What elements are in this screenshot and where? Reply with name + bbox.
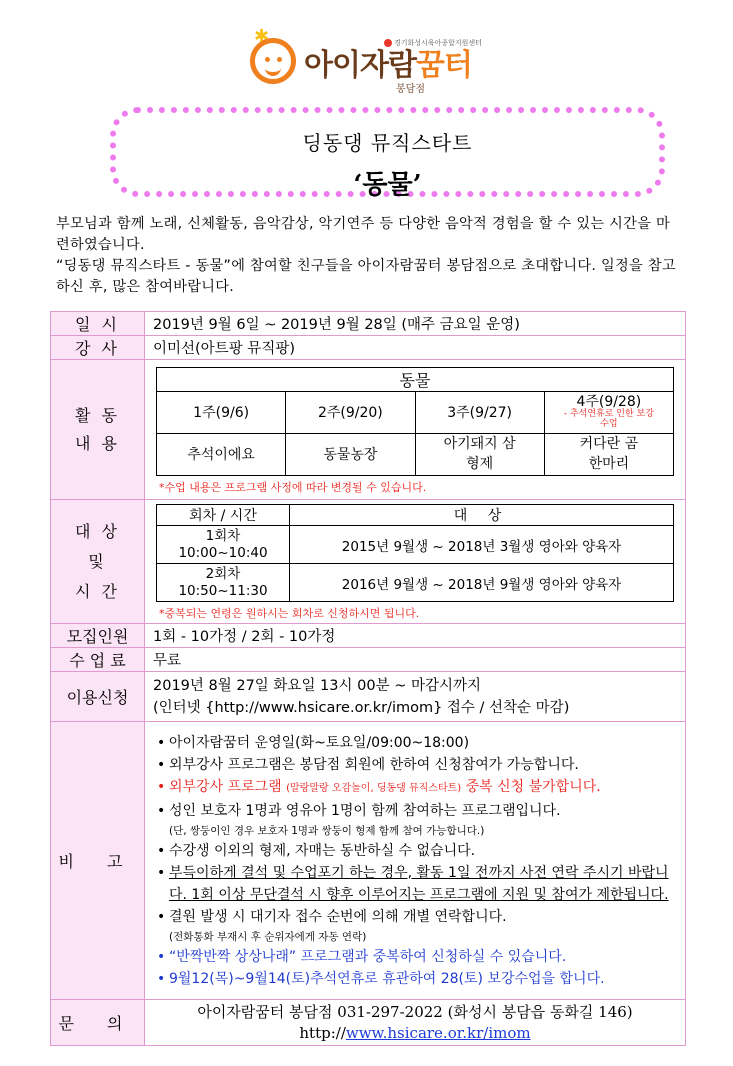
smiley-face-icon xyxy=(250,38,296,84)
content-2: 동물농장 xyxy=(286,433,415,475)
remark-sub: (전화통화 부재시 후 순위자에게 자동 연락) xyxy=(169,930,367,943)
target-row xyxy=(157,564,674,602)
remark-item: • 결원 발생 시 대기자 접수 순번에 의해 개별 연락합니다. xyxy=(151,906,677,928)
remarks-label: 비 고 xyxy=(51,722,145,1000)
contact-label: 문 의 xyxy=(51,1000,145,1046)
apply-method: (인터넷 {http://www.hsicare.or.kr/imom} 접수 / 선착순 마감) xyxy=(153,699,570,716)
target-label-line2: 및 xyxy=(88,551,107,571)
row-schedule xyxy=(51,312,686,336)
remark-item: • 성인 보호자 1명과 영유아 1명이 함께 참여하는 프로그램입니다. xyxy=(151,800,677,822)
session-2-time: 10:50~11:30 xyxy=(178,582,268,599)
target-note: *중복되는 연령은 원하시는 회차로 신청하시면 됩니다. xyxy=(159,607,420,620)
content-4: 커다란 곰 한마리 xyxy=(544,433,673,475)
row-fee xyxy=(51,648,686,672)
contact-url xyxy=(145,1023,685,1044)
remark-item: • “반짝반짝 상상나래” 프로그램과 중복하여 신청하실 수 있습니다. xyxy=(151,946,677,968)
apply-value xyxy=(145,672,686,722)
session-2-name: 2회차 xyxy=(205,565,241,582)
apply-period: 2019년 8월 27일 화요일 13시 00분 ~ 마감시까지 xyxy=(153,677,481,694)
target-label xyxy=(51,500,145,624)
intro-text xyxy=(56,214,678,298)
activity-label-line1: 활 동 xyxy=(75,405,120,425)
activity-label-line2: 내 용 xyxy=(75,433,120,453)
remark-3a: 외부강사 프로그램 xyxy=(169,778,282,795)
remark-3c: 중복 신청 불가합니다. xyxy=(465,778,601,795)
capacity-value: 1회 - 10가정 / 2회 - 10가정 xyxy=(145,624,686,648)
row-activity xyxy=(51,360,686,500)
remark-item: • 수강생 이외의 형제, 자매는 동반하실 수 없습니다. xyxy=(151,840,677,862)
target-cell xyxy=(145,500,686,624)
url-prefix: http:// xyxy=(299,1023,346,1042)
week-4-cell xyxy=(544,391,673,433)
content-3: 아기돼지 삼형제 xyxy=(415,433,544,475)
remark-item: • 아이자람꿈터 운영일(화~토요일/09:00~18:00) xyxy=(151,732,677,754)
instructor-label: 강 사 xyxy=(51,336,145,360)
remark-item: • 외부강사 프로그램은 봉담점 회원에 한하여 신청참여가 가능합니다. xyxy=(151,754,677,776)
row-capacity xyxy=(51,624,686,648)
logo-branch: 봉담점 xyxy=(396,84,425,95)
fee-label: 수 업 료 xyxy=(51,648,145,672)
activity-table xyxy=(156,367,674,476)
row-target xyxy=(51,500,686,624)
week-2: 2주(9/20) xyxy=(286,391,415,433)
website-link[interactable]: www.hsicare.or.kr/imom xyxy=(345,1023,531,1042)
remark-item xyxy=(151,776,677,800)
program-title: 딩동댕 뮤직스타트 xyxy=(302,131,473,155)
capacity-label: 모집인원 xyxy=(51,624,145,648)
logo xyxy=(250,26,490,102)
intro-paragraph-2: “딩동댕 뮤직스타트 - 동물”에 참여할 친구들을 아이자람꿈터 봉담점으로 초대합니다. 일정을 참고하신 후, 많은 참여바랍니다. xyxy=(56,258,676,295)
logo-center-name: 경기화성시육아종합지원센터 xyxy=(384,38,482,48)
fee-value: 무료 xyxy=(145,648,686,672)
star-icon: ✱ xyxy=(254,26,270,47)
schedule-label: 일 시 xyxy=(51,312,145,336)
activity-header: 동물 xyxy=(157,367,674,391)
target-label-line1: 대 상 xyxy=(75,521,120,541)
info-table xyxy=(50,311,686,1046)
row-apply xyxy=(51,672,686,722)
logo-name: 아이자람꿈터 xyxy=(304,48,472,83)
intro-paragraph-1: 부모님과 함께 노래, 신체활동, 음악감상, 악기연주 등 다양한 음악적 경험을 할 수 있는 시간을 마련하였습니다. xyxy=(56,216,670,253)
row-contact xyxy=(51,1000,686,1046)
target-row xyxy=(157,526,674,564)
contact-info: 아이자람꿈터 봉담점 031-297-2022 (화성시 봉담읍 동화길 146) xyxy=(197,1002,633,1021)
target-label-line3: 시 간 xyxy=(75,581,120,601)
week-1: 1주(9/6) xyxy=(157,391,286,433)
remark-item: • 부득이하게 결석 및 수업포기 하는 경우, 활동 1일 전까지 사전 연락 주시기 바랍니다. 1회 이상 무단결석 시 향후 이루어지는 프로그램에 지원 및 참여가 제한됩니다. xyxy=(151,862,677,906)
week-3: 3주(9/27) xyxy=(415,391,544,433)
activity-label xyxy=(51,360,145,500)
remarks-list xyxy=(151,732,677,990)
title-box xyxy=(110,107,665,200)
target-col-session: 회차 / 시간 xyxy=(157,505,290,526)
session-1-time: 10:00~10:40 xyxy=(178,544,268,561)
session-1-name: 1회차 xyxy=(205,527,241,544)
row-instructor xyxy=(51,336,686,360)
session-1 xyxy=(157,526,290,564)
session-1-target: 2015년 9월생 ~ 2018년 3월생 영아와 양육자 xyxy=(290,526,674,564)
target-table xyxy=(156,504,674,602)
schedule-value: 2019년 9월 6일 ~ 2019년 9월 28일 (매주 금요일 운영) xyxy=(145,312,686,336)
week-4: 4주(9/28) xyxy=(576,394,642,410)
activity-cell xyxy=(145,360,686,500)
instructor-value: 이미선(아트팡 뮤직팡) xyxy=(145,336,686,360)
program-theme: ‘동물’ xyxy=(353,170,422,200)
activity-note: *수업 내용은 프로그램 사정에 따라 변경될 수 있습니다. xyxy=(159,480,427,494)
row-remarks xyxy=(51,722,686,1000)
target-col-target: 대 상 xyxy=(290,505,674,526)
remark-sub: (단, 쌍둥이인 경우 보호자 1명과 쌍둥이 형제 함께 참여 가능합니다.) xyxy=(169,824,485,837)
remarks-cell xyxy=(145,722,686,1000)
remark-item: • 9월12(목)~9월14(토)추석연휴로 휴관하여 28(토) 보강수업을 합니다. xyxy=(151,968,677,990)
week-4-note: - 추석연휴로 인한 보강 수업 xyxy=(563,409,654,429)
contact-cell xyxy=(145,1000,686,1046)
remark-3b: (말랑말랑 오감놀이, 딩동댕 뮤직스타트) xyxy=(286,782,462,794)
content-1: 추석이에요 xyxy=(157,433,286,475)
apply-label: 이용신청 xyxy=(51,672,145,722)
session-2 xyxy=(157,564,290,602)
session-2-target: 2016년 9월생 ~ 2018년 9월생 영아와 양육자 xyxy=(290,564,674,602)
